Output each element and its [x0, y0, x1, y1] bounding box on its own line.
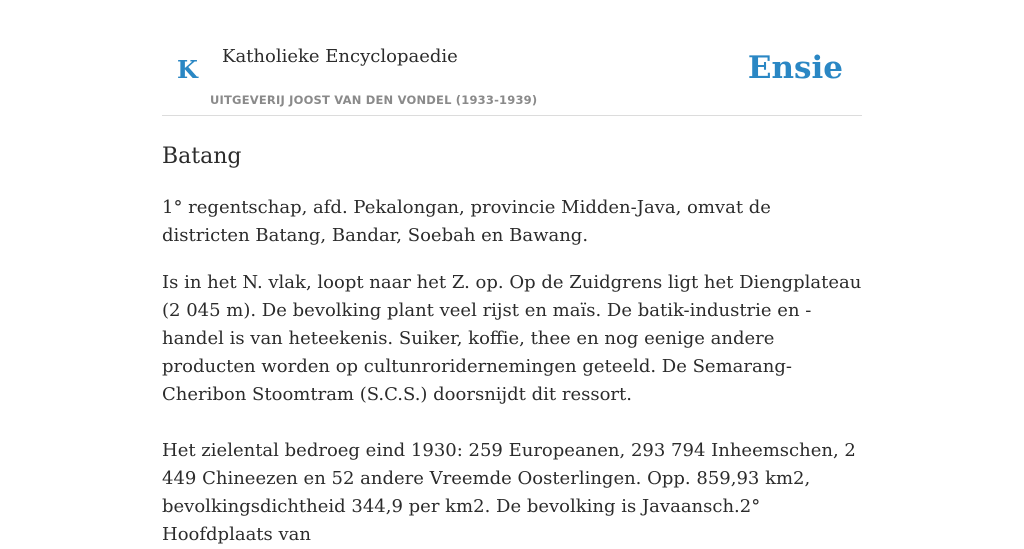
- site-logo[interactable]: K: [177, 55, 198, 84]
- ensie-brand-logo[interactable]: Ensie: [747, 50, 843, 86]
- page-container: [162, 0, 862, 549]
- site-title-link[interactable]: Katholieke Encyclopaedie: [222, 46, 458, 67]
- article-title: Batang: [162, 144, 242, 169]
- article-paragraph-3: Het zielental bedroeg eind 1930: 259 Europeanen, 293 794 Inheemschen, 2 449 Chineezen en 52 andere Vreemde Oosterlingen. Opp. 859,93 km2, bevolkingsdichtheid 344,9 per km2. De bevolking is Javaansch.2° Hoofdplaats van: [162, 440, 856, 545]
- article-paragraph-2: Is in het N. vlak, loopt naar het Z. op. Op de Zuidgrens ligt het Diengplateau (2 045 m). De bevolking plant veel rijst en maïs. De batik-industrie en -handel is van heteekenis. Suiker, koffie, thee en nog eenige andere producten worden op cultunroridernemingen geteeld. De Semarang-Cheribon Stoomtram (S.C.S.) doorsnijdt dit ressort.: [162, 272, 862, 405]
- article-paragraph-1: 1° regentschap, afd. Pekalongan, provincie Midden-Java, omvat de districten Batang, Bandar, Soebah en Bawang.: [162, 197, 771, 246]
- site-header: [162, 0, 862, 116]
- publisher-subtitle: UITGEVERIJ JOOST VAN DEN VONDEL (1933-1939): [210, 93, 538, 107]
